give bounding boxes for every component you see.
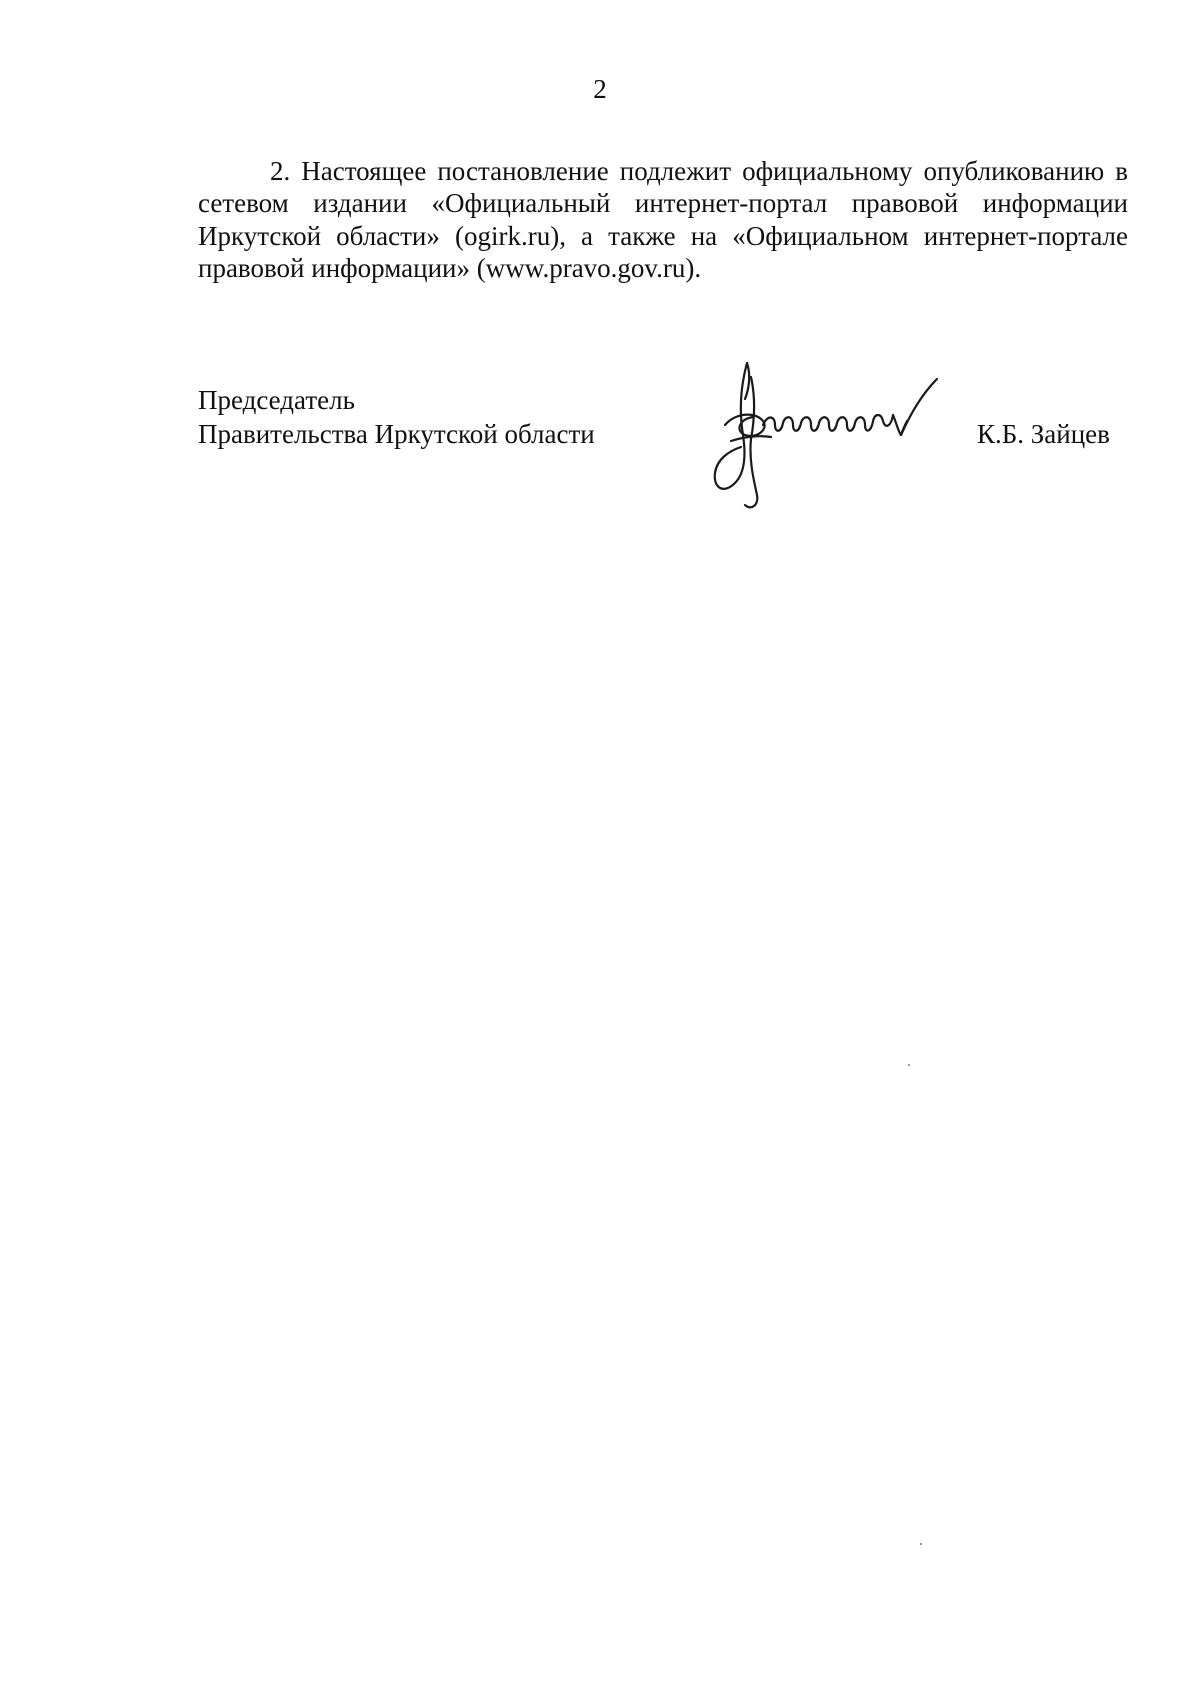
signatory-title-line-2: Правительства Иркутской области <box>198 419 595 449</box>
signatory-name: К.Б. Зайцев <box>977 419 1110 449</box>
scan-speck <box>920 1543 922 1545</box>
page-number: 2 <box>593 74 607 104</box>
handwritten-signature <box>705 355 975 515</box>
signatory-title-line-1: Председатель <box>198 385 355 415</box>
signatory-title <box>198 383 595 451</box>
body-paragraph: 2. Настоящее постановление подлежит официальному опубликованию в сетевом издании «Официальный интернет-портал правовой информации Иркутской области» (ogirk.ru), а также на «Официальном интернет-портале правовой информации» (www.pravo.gov.ru). <box>198 156 1128 283</box>
scan-speck <box>908 1064 910 1066</box>
